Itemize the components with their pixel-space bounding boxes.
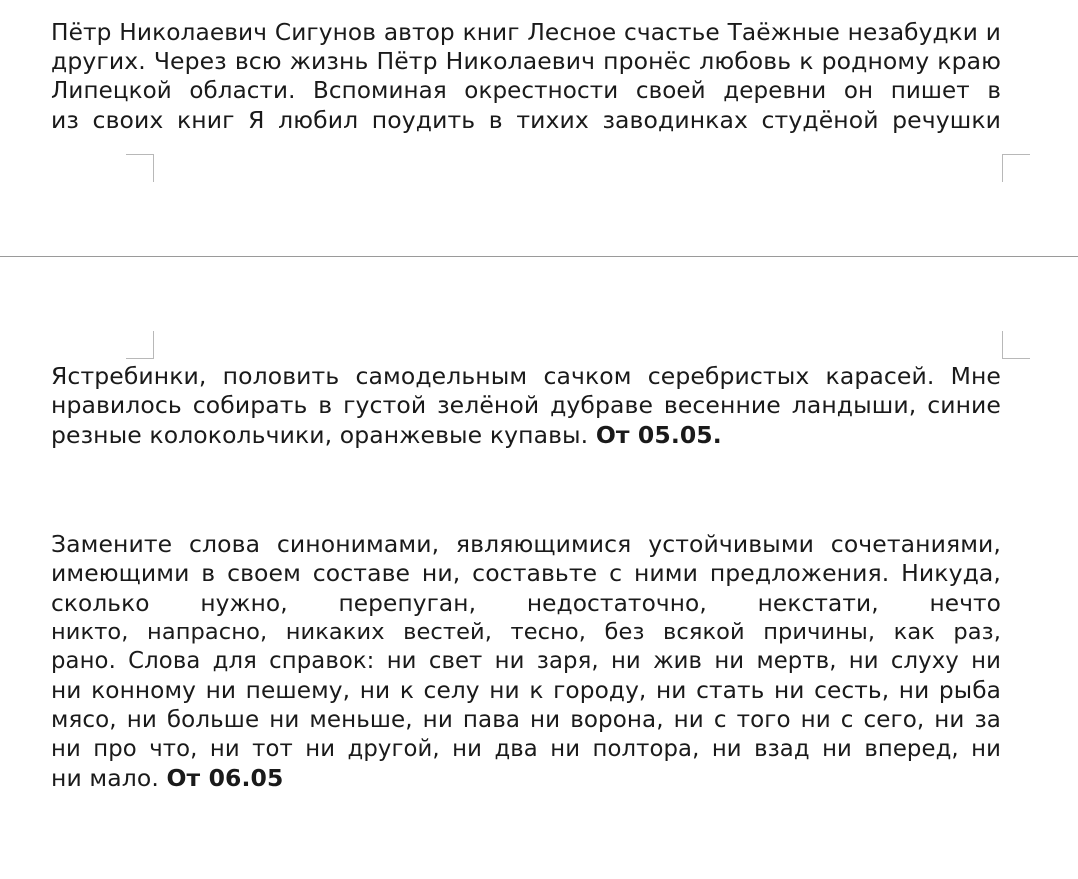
text-line: Ястребинки, половить самодельным сачком серебристых карасей. Мне	[51, 362, 1001, 390]
text-line: рано. Слова для справок: ни свет ни заря, ни жив ни мертв, ни слуху ни	[51, 648, 1001, 675]
text-line: из своих книг Я любил поудить в тихих заводинках студёной речушки	[51, 105, 1001, 134]
text-line: ни конному ни пешему, ни к селу ни к городу, ни стать ни сесть, ни рыба	[51, 677, 1001, 705]
page1-paragraph	[51, 18, 1001, 135]
text-line: никто, напрасно, никаких вестей, тесно, без всякой причины, как раз,	[51, 618, 1001, 645]
text-line: Пётр Николаевич Сигунов автор книг Лесное счастье Таёжные незабудки и	[51, 19, 1001, 46]
text-line: ни мало.	[51, 764, 159, 793]
page-separator	[0, 256, 1078, 257]
date-label: От 05.05.	[595, 420, 722, 449]
text-line: мясо, ни больше ни меньше, ни пава ни ворона, ни с того ни с сего, ни за	[51, 706, 1001, 733]
text-line: нравилось собирать в густой зелёной дубраве весенние ландыши, синие	[51, 391, 1001, 420]
page2-paragraph-2	[51, 530, 1001, 794]
text-line: Замените слова синонимами, являющимися устойчивыми сочетаниями,	[51, 530, 1001, 558]
text-line: имеющими в своем составе ни, составьте с ними предложения. Никуда,	[51, 559, 1001, 588]
text-line-last	[51, 764, 1001, 793]
page2-paragraph-1	[51, 362, 1001, 450]
margin-corner-mark	[126, 331, 154, 359]
date-label: От 06.05	[166, 764, 284, 793]
text-line-last	[51, 421, 1001, 450]
margin-corner-mark	[1002, 331, 1030, 359]
text-line: Липецкой области. Вспоминая окрестности своей деревни он пишет в	[51, 77, 1001, 104]
text-line: ни про что, ни тот ни другой, ни два ни полтора, ни взад ни вперед, ни	[51, 736, 1001, 763]
margin-corner-mark	[1002, 154, 1030, 182]
text-line: сколько нужно, перепуган, недостаточно, некстати, нечто	[51, 589, 1001, 617]
margin-corner-mark	[126, 154, 154, 182]
text-line: резные колокольчики, оранжевые купавы.	[51, 420, 589, 449]
text-line: других. Через всю жизнь Пётр Николаевич пронёс любовь к родному краю	[51, 47, 1001, 76]
